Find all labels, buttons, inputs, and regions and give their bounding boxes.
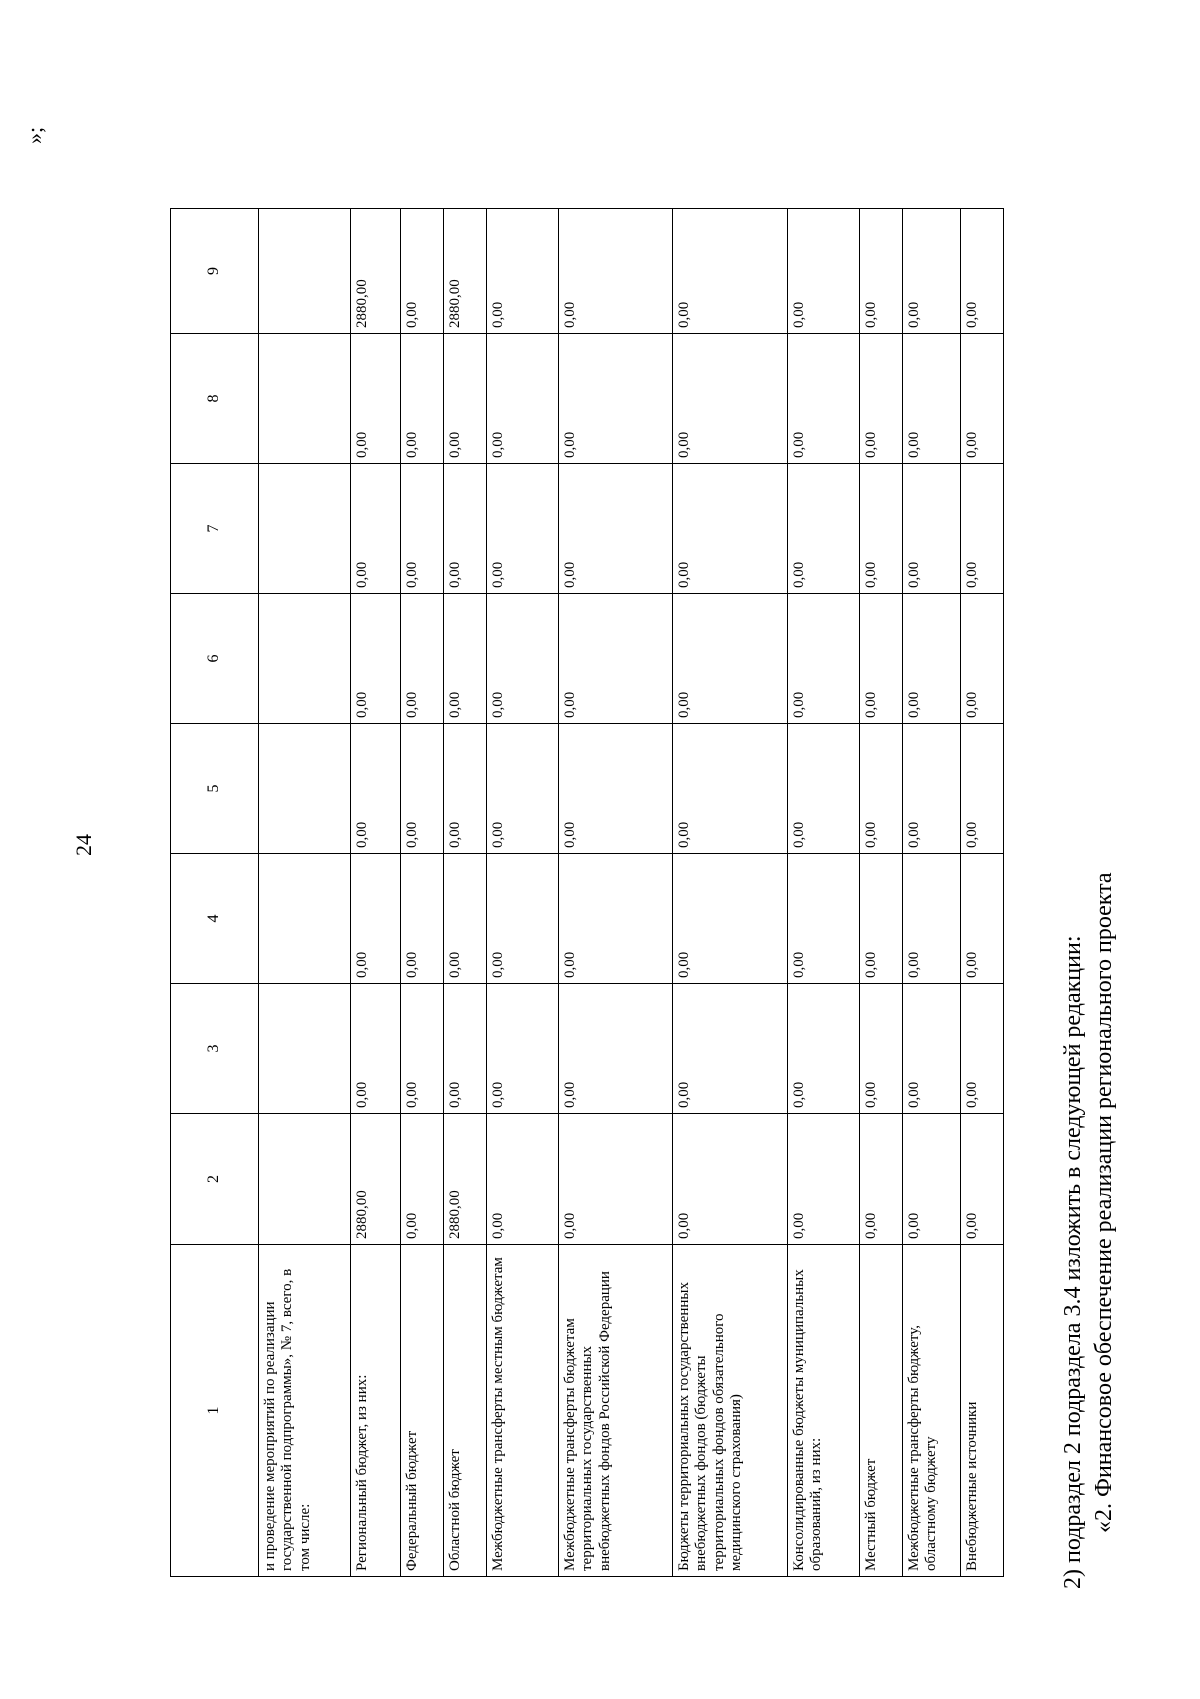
value-cell: 0,00 (487, 464, 559, 594)
value-cell: 0,00 (961, 724, 1004, 854)
amendment-heading: «2. Финансовое обеспечение реализации регионального проекта (1091, 872, 1117, 1533)
value-cell: 2880,00 (444, 209, 487, 334)
value-cell (259, 724, 351, 854)
value-cell: 0,00 (401, 464, 444, 594)
value-cell: 0,00 (351, 984, 401, 1114)
value-cell: 0,00 (559, 854, 673, 984)
row-label: Региональный бюджет, из них: (351, 1245, 401, 1577)
value-cell: 0,00 (961, 984, 1004, 1114)
table-body (259, 209, 1004, 1577)
value-cell: 0,00 (788, 594, 860, 724)
value-cell: 2880,00 (444, 1114, 487, 1245)
row-label: Местный бюджет (860, 1245, 903, 1577)
value-cell: 0,00 (401, 724, 444, 854)
column-header: 6 (171, 594, 259, 724)
value-cell: 0,00 (673, 464, 788, 594)
column-header: 3 (171, 984, 259, 1114)
value-cell: 0,00 (444, 594, 487, 724)
value-cell: 0,00 (401, 209, 444, 334)
value-cell (259, 594, 351, 724)
value-cell: 0,00 (903, 724, 961, 854)
table-row (673, 209, 788, 1577)
value-cell: 0,00 (487, 1114, 559, 1245)
value-cell: 0,00 (559, 464, 673, 594)
value-cell: 0,00 (559, 594, 673, 724)
table-row (559, 209, 673, 1577)
value-cell: 0,00 (444, 464, 487, 594)
row-label: Внебюджетные источники (961, 1245, 1004, 1577)
row-label: Областной бюджет (444, 1245, 487, 1577)
table-row (444, 209, 487, 1577)
column-header: 7 (171, 464, 259, 594)
value-cell: 0,00 (903, 1114, 961, 1245)
value-cell: 0,00 (401, 984, 444, 1114)
row-label: Межбюджетные трансферты бюджетам территориальных государственных внебюджетных фондов Российской Федерации (559, 1245, 673, 1577)
value-cell: 0,00 (903, 854, 961, 984)
finance-table (170, 208, 1004, 1577)
value-cell: 0,00 (487, 724, 559, 854)
table-row (259, 209, 351, 1577)
value-cell: 0,00 (351, 854, 401, 984)
value-cell (259, 854, 351, 984)
value-cell (259, 984, 351, 1114)
value-cell: 2880,00 (351, 1114, 401, 1245)
value-cell: 0,00 (903, 464, 961, 594)
value-cell: 0,00 (673, 594, 788, 724)
column-header: 1 (171, 1245, 259, 1577)
value-cell: 0,00 (961, 464, 1004, 594)
value-cell: 0,00 (860, 594, 903, 724)
value-cell: 0,00 (401, 594, 444, 724)
value-cell: 0,00 (903, 334, 961, 464)
closing-quote: »; (22, 126, 47, 144)
row-label: Консолидированные бюджеты муниципальных образований, из них: (788, 1245, 860, 1577)
table-row (860, 209, 903, 1577)
value-cell: 0,00 (860, 984, 903, 1114)
value-cell: 0,00 (673, 209, 788, 334)
column-header: 8 (171, 334, 259, 464)
table-row (788, 209, 860, 1577)
value-cell: 0,00 (559, 984, 673, 1114)
value-cell: 0,00 (961, 209, 1004, 334)
table-row (351, 209, 401, 1577)
value-cell: 0,00 (351, 464, 401, 594)
column-header: 9 (171, 209, 259, 334)
header-row (171, 209, 259, 1577)
value-cell (259, 464, 351, 594)
value-cell: 0,00 (351, 724, 401, 854)
value-cell: 0,00 (860, 724, 903, 854)
page-number: 24 (71, 834, 96, 856)
value-cell: 0,00 (961, 1114, 1004, 1245)
value-cell: 0,00 (487, 984, 559, 1114)
value-cell (259, 1114, 351, 1245)
value-cell: 0,00 (903, 984, 961, 1114)
value-cell: 0,00 (401, 854, 444, 984)
value-cell: 0,00 (673, 854, 788, 984)
value-cell: 0,00 (673, 334, 788, 464)
value-cell: 0,00 (788, 209, 860, 334)
value-cell: 0,00 (961, 594, 1004, 724)
column-header: 2 (171, 1114, 259, 1245)
value-cell: 0,00 (444, 334, 487, 464)
value-cell: 0,00 (559, 334, 673, 464)
value-cell: 0,00 (860, 854, 903, 984)
value-cell: 0,00 (487, 209, 559, 334)
value-cell: 0,00 (444, 984, 487, 1114)
value-cell: 0,00 (788, 854, 860, 984)
value-cell: 0,00 (961, 334, 1004, 464)
value-cell: 0,00 (401, 334, 444, 464)
value-cell: 0,00 (351, 334, 401, 464)
value-cell: 0,00 (487, 854, 559, 984)
value-cell: 0,00 (487, 594, 559, 724)
table-row (401, 209, 444, 1577)
value-cell: 0,00 (961, 854, 1004, 984)
value-cell: 0,00 (788, 464, 860, 594)
value-cell: 0,00 (444, 724, 487, 854)
value-cell: 0,00 (903, 209, 961, 334)
value-cell: 0,00 (673, 724, 788, 854)
row-label: Бюджеты территориальных государственных внебюджетных фондов (бюджеты территориальных фондов обязательного медицинского страхования) (673, 1245, 788, 1577)
value-cell: 0,00 (788, 1114, 860, 1245)
value-cell (259, 334, 351, 464)
column-header: 5 (171, 724, 259, 854)
value-cell: 0,00 (559, 209, 673, 334)
value-cell: 0,00 (788, 334, 860, 464)
value-cell: 0,00 (860, 1114, 903, 1245)
value-cell (259, 209, 351, 334)
value-cell: 0,00 (487, 334, 559, 464)
value-cell: 0,00 (351, 594, 401, 724)
value-cell: 2880,00 (351, 209, 401, 334)
value-cell: 0,00 (788, 984, 860, 1114)
value-cell: 0,00 (559, 1114, 673, 1245)
column-header: 4 (171, 854, 259, 984)
value-cell: 0,00 (860, 209, 903, 334)
row-label: и проведение мероприятий по реализации государственной подпрограммы», № 7, всего, в том числе: (259, 1245, 351, 1577)
value-cell: 0,00 (673, 1114, 788, 1245)
value-cell: 0,00 (559, 724, 673, 854)
value-cell: 0,00 (788, 724, 860, 854)
value-cell: 0,00 (860, 464, 903, 594)
value-cell: 0,00 (444, 854, 487, 984)
table-row (961, 209, 1004, 1577)
value-cell: 0,00 (903, 594, 961, 724)
value-cell: 0,00 (673, 984, 788, 1114)
row-label: Межбюджетные трансферты бюджету, областному бюджету (903, 1245, 961, 1577)
amendment-line-1: 2) подраздел 2 подраздела 3.4 изложить в следующей редакции: (1060, 935, 1086, 1589)
value-cell: 0,00 (860, 334, 903, 464)
value-cell: 0,00 (401, 1114, 444, 1245)
row-label: Федеральный бюджет (401, 1245, 444, 1577)
table-row (903, 209, 961, 1577)
row-label: Межбюджетные трансферты местным бюджетам (487, 1245, 559, 1577)
table-row (487, 209, 559, 1577)
